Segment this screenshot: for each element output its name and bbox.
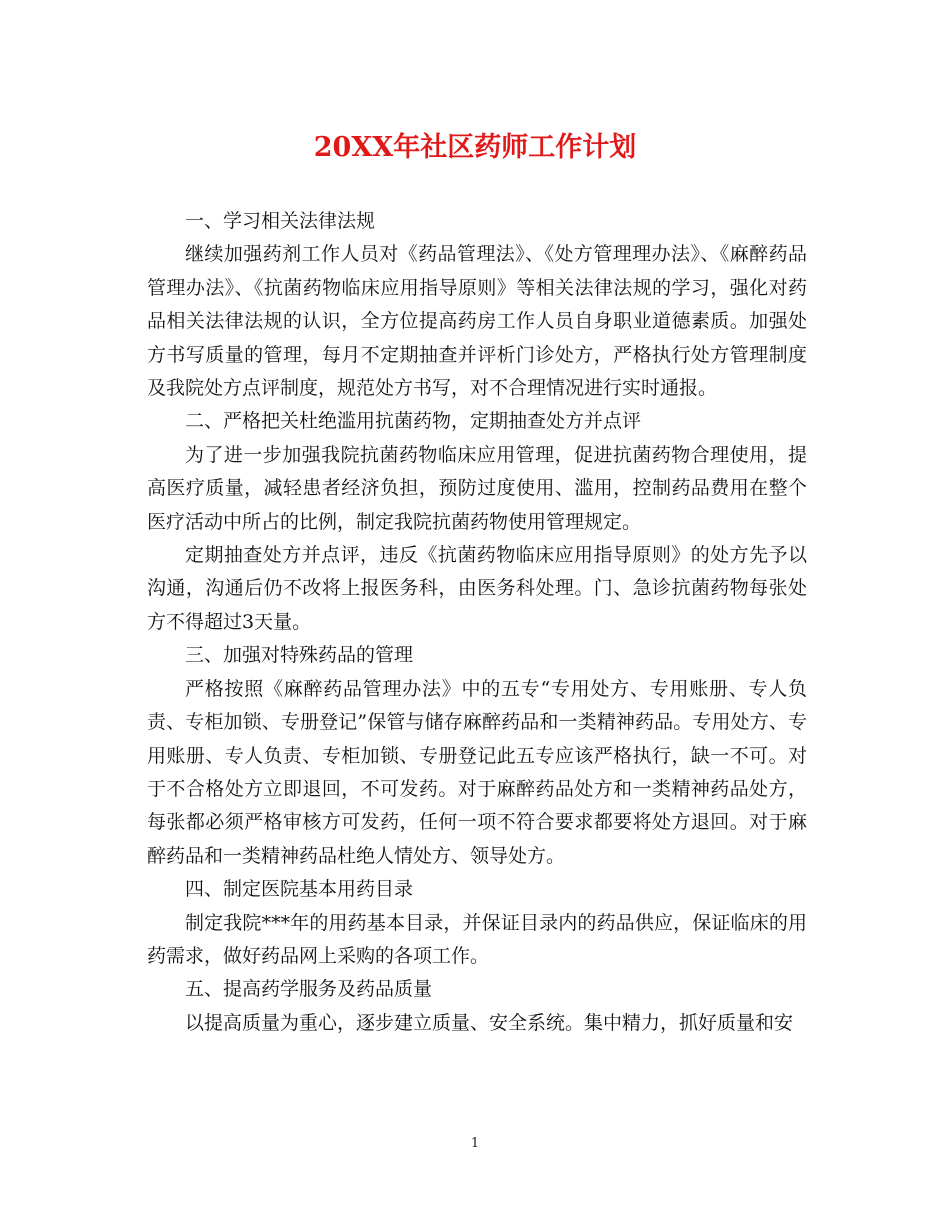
section-heading-5: 五、提高药学服务及药品质量 xyxy=(185,978,433,1001)
section-heading-3: 三、加强对特殊药品的管理 xyxy=(185,644,414,667)
section-3-paragraph-1: 严格按照《麻醉药品管理办法》中的五专“专用处方、专用账册、专人负责、专柜加锁、专册登记”保管与储存麻醉药品和一类精神药品。专用处方、专用账册、专人负责、专柜加锁、专册登记此五专应该严格执行，缺一不可。对于不合格处方立即退回，不可发药。对于麻醉药品处方和一类精神药品处方，每张都必须严格审核方可发药，任何一项不符合要求都要将处方退回。对于麻醉药品和一类精神药品杜绝人情处方、领导处方。 xyxy=(147,677,807,867)
section-2-paragraph-1: 为了进一步加强我院抗菌药物临床应用管理，促进抗菌药物合理使用，提高医疗质量，减轻患者经济负担，预防过度使用、滥用，控制药品费用在整个医疗活动中所占的比例，制定我院抗菌药物使用管理规定。 xyxy=(147,443,807,533)
section-5-paragraph-1: 以提高质量为重心，逐步建立质量、安全系统。集中精力，抓好质量和安 xyxy=(185,1011,794,1034)
section-1-paragraph-1: 继续加强药剂工作人员对《药品管理法》、《处方管理理办法》、《麻醉药品管理办法》、《抗菌药物临床应用指导原则》等相关法律法规的学习，强化对药品相关法律法规的认识，全方位提高药房工作人员自身职业道德素质。加强处方书写质量的管理，每月不定期抽查并评析门诊处方，严格执行处方管理制度及我院处方点评制度，规范处方书写，对不合理情况进行实时通报。 xyxy=(147,243,807,400)
page-number: 1 xyxy=(470,1136,480,1151)
section-heading-1: 一、学习相关法律法规 xyxy=(185,210,376,232)
document-body xyxy=(147,205,807,1040)
document-title: 20XX年社区药师工作计划 xyxy=(313,132,637,163)
section-heading-2: 二、严格把关杜绝滥用抗菌药物，定期抽查处方并点评 xyxy=(185,410,642,433)
section-heading-4: 四、制定医院基本用药目录 xyxy=(185,878,414,901)
section-4-paragraph-1: 制定我院***年的用药基本目录，并保证目录内的药品供应，保证临床的用药需求，做好药品网上采购的各项工作。 xyxy=(147,911,807,967)
section-2-paragraph-2: 定期抽查处方并点评，违反《抗菌药物临床应用指导原则》的处方先予以沟通，沟通后仍不改将上报医务科，由医务科处理。门、急诊抗菌药物每张处方不得超过3天量。 xyxy=(147,544,807,633)
